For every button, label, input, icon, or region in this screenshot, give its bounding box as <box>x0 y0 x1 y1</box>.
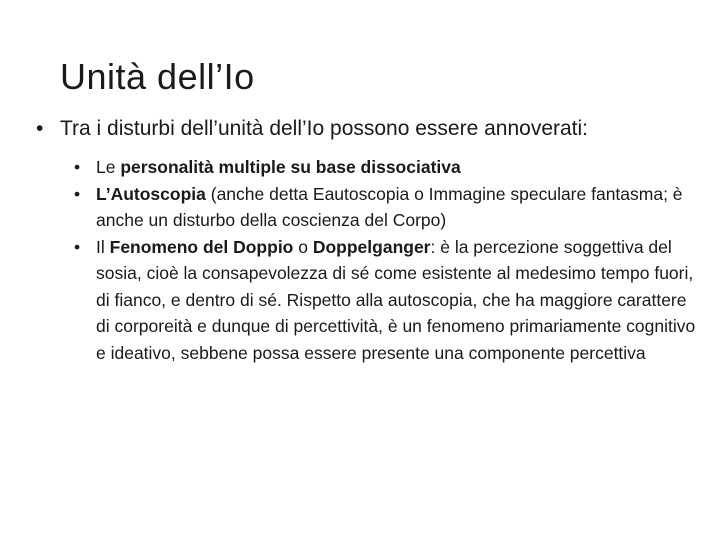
sub-bullet-text: (anche detta Eautoscopia o Immagine speculare fantasma; è anche un disturbo della coscienza del Corpo) <box>96 183 683 230</box>
bullet-dot-icon: • <box>74 157 81 177</box>
sub-bullet-text-connector: o <box>293 236 313 257</box>
bullet-item <box>36 114 620 144</box>
sub-bullet-item <box>74 154 696 181</box>
bullet-dot-icon: • <box>74 236 81 257</box>
bullet-dot-icon: • <box>74 183 81 204</box>
sub-bullet-text-prefix: Le <box>96 157 121 177</box>
sub-bullet-item <box>74 181 696 234</box>
bullet-list <box>36 114 696 366</box>
sub-bullet-bold-text: Doppelganger <box>312 236 431 257</box>
bullet-text: Tra i disturbi dell’unità dell’Io possono essere annoverati: <box>60 117 589 140</box>
slide-title: Unità dell’Io <box>60 56 255 97</box>
sub-bullet-list <box>36 154 696 366</box>
bullet-dot-icon: • <box>36 117 44 140</box>
sub-bullet-bold-text: personalità multiple su base dissociativa <box>120 157 461 177</box>
sub-bullet-bold-text: Fenomeno del Doppio <box>109 236 294 257</box>
sub-bullet-text: : è la percezione soggettiva del sosia, cioè la consapevolezza di sé come esistente al medesimo tempo fuori, di fianco, e dentro di sé. Rispetto alla autoscopia, che ha maggiore carattere di corporeità e dunque di percettività, è un fenomeno primariamente cognitivo e ideativo, sebbene possa essere presente una componente percettiva <box>96 236 696 363</box>
sub-bullet-item <box>74 234 696 367</box>
sub-bullet-bold-text: L’Autoscopia <box>96 183 206 204</box>
sub-bullet-container <box>36 154 696 366</box>
sub-bullet-text-prefix: Il <box>96 236 110 257</box>
